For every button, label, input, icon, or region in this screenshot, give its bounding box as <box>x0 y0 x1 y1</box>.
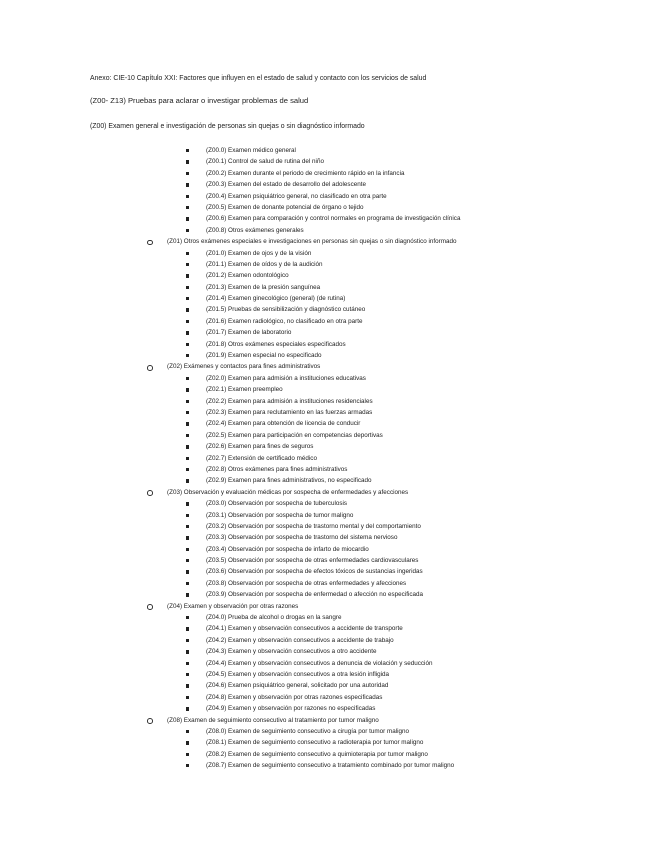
subcode-label: (Z01.2) Examen odontológico <box>206 272 289 280</box>
square-bullet-icon <box>186 764 189 767</box>
subcode-label: (Z01.7) Examen de laboratorio <box>206 329 292 337</box>
square-bullet-icon <box>186 696 189 699</box>
subcode-item <box>0 327 655 338</box>
subcode-item <box>0 350 655 361</box>
subcode-item <box>0 623 655 634</box>
subcode-item <box>0 430 655 441</box>
subcode-label: (Z00.2) Examen durante el periodo de crecimiento rápido en la infancia <box>206 169 405 177</box>
square-bullet-icon <box>186 331 189 334</box>
subcode-item <box>0 316 655 327</box>
subcode-item <box>0 703 655 714</box>
subcode-label: (Z04.1) Examen y observación consecutivos a accidente de transporte <box>206 625 403 633</box>
square-bullet-icon <box>186 297 189 300</box>
subcode-item <box>0 510 655 521</box>
square-bullet-icon <box>186 639 189 642</box>
square-bullet-icon <box>186 411 189 414</box>
subcode-label: (Z08.7) Examen de seguimiento consecutivo a tratamiento combinado por tumor maligno <box>206 762 455 770</box>
square-bullet-icon <box>186 229 189 232</box>
subcode-item <box>0 248 655 259</box>
subcode-item <box>0 339 655 350</box>
square-bullet-icon <box>186 206 189 209</box>
subcode-label: (Z04.8) Examen y observación por otras razones especificadas <box>206 693 383 701</box>
subcode-label: (Z03.3) Observación por sospecha de trastorno del sistema nervioso <box>206 534 398 542</box>
subcode-item <box>0 544 655 555</box>
category-label: (Z03) Observación y evaluación médicas por sospecha de enfermedades y afecciones <box>167 488 409 496</box>
category-item <box>0 601 655 612</box>
subcode-label: (Z02.8) Otros exámenes para fines administrativos <box>206 465 348 473</box>
square-bullet-icon <box>186 274 189 277</box>
category-label: (Z04) Examen y observación por otras razones <box>167 602 299 610</box>
subcode-item <box>0 464 655 475</box>
subcode-label: (Z01.0) Examen de ojos y de la visión <box>206 249 312 257</box>
square-bullet-icon <box>186 502 189 505</box>
subcode-item <box>0 658 655 669</box>
subcode-item <box>0 225 655 236</box>
square-bullet-icon <box>186 616 189 619</box>
subcode-item <box>0 726 655 737</box>
square-bullet-icon <box>186 172 189 175</box>
square-bullet-icon <box>186 741 189 744</box>
category-item <box>0 715 655 726</box>
subcode-label: (Z02.4) Examen para obtención de licencia de conducir <box>206 420 361 428</box>
circle-bullet-icon <box>147 365 153 371</box>
square-bullet-icon <box>186 559 189 562</box>
square-bullet-icon <box>186 536 189 539</box>
square-bullet-icon <box>186 570 189 573</box>
subcode-item <box>0 555 655 566</box>
subcode-label: (Z03.6) Observación por sospecha de efectos tóxicos de sustancias ingeridas <box>206 568 423 576</box>
category-item <box>0 236 655 247</box>
subcode-item <box>0 270 655 281</box>
subcode-item <box>0 566 655 577</box>
square-bullet-icon <box>186 308 189 311</box>
square-bullet-icon <box>186 434 189 437</box>
subcode-item <box>0 453 655 464</box>
square-bullet-icon <box>186 160 189 163</box>
subcode-label: (Z03.5) Observación por sospecha de otras enfermedades cardiovasculares <box>206 557 419 565</box>
subcode-label: (Z04.6) Examen psiquiátrico general, solicitado por una autoridad <box>206 682 389 690</box>
subcode-item <box>0 749 655 760</box>
square-bullet-icon <box>186 195 189 198</box>
subcode-label: (Z00.1) Control de salud de rutina del niño <box>206 158 324 166</box>
square-bullet-icon <box>186 627 189 630</box>
subcode-label: (Z04.2) Examen y observación consecutivos a accidente de trabajo <box>206 636 394 644</box>
subcode-item <box>0 646 655 657</box>
annex-title: Anexo: CIE-10 Capítulo XXI: Factores que influyen en el estado de salud y contacto con los servicios de salud <box>90 75 427 82</box>
subcode-item <box>0 418 655 429</box>
circle-bullet-icon <box>147 490 153 496</box>
subcode-label: (Z03.0) Observación por sospecha de tuberculosis <box>206 500 348 508</box>
subcode-label: (Z02.6) Examen para fines de seguros <box>206 443 314 451</box>
subcode-item <box>0 145 655 156</box>
subcode-label: (Z04.5) Examen y observación consecutivos a otra lesión infligida <box>206 670 390 678</box>
subcode-label: (Z00.4) Examen psiquiátrico general, no clasificado en otra parte <box>206 192 387 200</box>
subcode-item <box>0 179 655 190</box>
category-label: (Z08) Examen de seguimiento consecutivo al tratamiento por tumor maligno <box>167 716 379 724</box>
square-bullet-icon <box>186 343 189 346</box>
subcode-item <box>0 669 655 680</box>
square-bullet-icon <box>186 662 189 665</box>
square-bullet-icon <box>186 445 189 448</box>
subcode-item <box>0 396 655 407</box>
square-bullet-icon <box>186 263 189 266</box>
subcode-label: (Z03.8) Observación por sospecha de otras enfermedades y afecciones <box>206 579 407 587</box>
subcode-item <box>0 578 655 589</box>
subcode-label: (Z08.0) Examen de seguimiento consecutivo a cirugía por tumor maligno <box>206 727 410 735</box>
square-bullet-icon <box>186 514 189 517</box>
square-bullet-icon <box>186 217 189 220</box>
square-bullet-icon <box>186 753 189 756</box>
subcode-label: (Z00.6) Examen para comparación y control normales en programa de investigación clínica <box>206 215 461 223</box>
square-bullet-icon <box>186 730 189 733</box>
circle-bullet-icon <box>147 604 153 610</box>
subcode-item <box>0 498 655 509</box>
subcode-item <box>0 304 655 315</box>
subcode-label: (Z04.3) Examen y observación consecutivos a otro accidente <box>206 648 377 656</box>
square-bullet-icon <box>186 650 189 653</box>
square-bullet-icon <box>186 673 189 676</box>
subcode-label: (Z02.5) Examen para participación en competencias deportivas <box>206 431 383 439</box>
subcode-item <box>0 293 655 304</box>
subcode-label: (Z00.3) Examen del estado de desarrollo del adolescente <box>206 181 366 189</box>
square-bullet-icon <box>186 468 189 471</box>
subcode-label: (Z00.5) Examen de donante potencial de órgano o tejido <box>206 203 364 211</box>
subcode-label: (Z08.2) Examen de seguimiento consecutivo a quimioterapia por tumor maligno <box>206 750 428 758</box>
category-item <box>0 361 655 372</box>
subcode-label: (Z01.4) Examen ginecológico (general) (de rutina) <box>206 295 346 303</box>
square-bullet-icon <box>186 286 189 289</box>
subcode-item <box>0 156 655 167</box>
subcode-item <box>0 635 655 646</box>
subcode-label: (Z01.3) Examen de la presión sanguínea <box>206 283 321 291</box>
category-label: (Z01) Otros exámenes especiales e investigaciones en personas sin quejas o sin diagnóstico informado <box>167 238 457 246</box>
section-range-heading: (Z00- Z13) Pruebas para aclarar o investigar problemas de salud <box>90 96 309 105</box>
subcode-item <box>0 589 655 600</box>
square-bullet-icon <box>186 457 189 460</box>
subcode-label: (Z04.0) Prueba de alcohol o drogas en la sangre <box>206 614 342 622</box>
subcode-label: (Z02.7) Extensión de certificado médico <box>206 454 317 462</box>
subcode-label: (Z01.8) Otros exámenes especiales especificados <box>206 340 346 348</box>
subcode-item <box>0 532 655 543</box>
subcode-label: (Z00.8) Otros exámenes generales <box>206 226 304 234</box>
subcode-label: (Z02.9) Examen para fines administrativos, no especificado <box>206 477 372 485</box>
subcode-item <box>0 191 655 202</box>
circle-bullet-icon <box>147 718 153 724</box>
subcode-label: (Z01.9) Examen especial no especificado <box>206 352 322 360</box>
subcode-item <box>0 202 655 213</box>
subcode-item <box>0 384 655 395</box>
subcode-item <box>0 475 655 486</box>
subcode-item <box>0 213 655 224</box>
subcode-label: (Z08.1) Examen de seguimiento consecutivo a radioterapia por tumor maligno <box>206 739 424 747</box>
circle-bullet-icon <box>147 240 153 246</box>
subcode-item <box>0 282 655 293</box>
square-bullet-icon <box>186 388 189 391</box>
square-bullet-icon <box>186 525 189 528</box>
category-item <box>0 487 655 498</box>
square-bullet-icon <box>186 183 189 186</box>
subcode-item <box>0 168 655 179</box>
square-bullet-icon <box>186 320 189 323</box>
subcode-label: (Z02.3) Examen para reclutamiento en las fuerzas armadas <box>206 408 373 416</box>
subcode-item <box>0 612 655 623</box>
subcode-item <box>0 737 655 748</box>
category-heading: (Z00) Examen general e investigación de personas sin quejas o sin diagnóstico informado <box>90 123 365 130</box>
subcode-item <box>0 692 655 703</box>
category-label: (Z02) Exámenes y contactos para fines administrativos <box>167 363 321 371</box>
square-bullet-icon <box>186 593 189 596</box>
square-bullet-icon <box>186 548 189 551</box>
subcode-label: (Z03.1) Observación por sospecha de tumor maligno <box>206 511 354 519</box>
subcode-label: (Z01.1) Examen de oídos y de la audición <box>206 260 323 268</box>
subcode-label: (Z02.1) Examen preempleo <box>206 386 283 394</box>
subcode-item <box>0 680 655 691</box>
subcode-label: (Z03.4) Observación por sospecha de infarto de miocardio <box>206 545 369 553</box>
subcode-label: (Z02.2) Examen para admisión a instituciones residenciales <box>206 397 373 405</box>
square-bullet-icon <box>186 400 189 403</box>
subcode-item <box>0 521 655 532</box>
square-bullet-icon <box>186 252 189 255</box>
square-bullet-icon <box>186 354 189 357</box>
subcode-label: (Z01.6) Examen radiológico, no clasificado en otra parte <box>206 317 363 325</box>
subcode-label: (Z04.4) Examen y observación consecutivos a denuncia de violación y seducción <box>206 659 433 667</box>
square-bullet-icon <box>186 422 189 425</box>
subcode-item <box>0 407 655 418</box>
subcode-label: (Z04.9) Examen y observación por razones no especificadas <box>206 705 376 713</box>
code-list <box>0 145 655 771</box>
square-bullet-icon <box>186 479 189 482</box>
square-bullet-icon <box>186 684 189 687</box>
subcode-label: (Z03.2) Observación por sospecha de trastorno mental y del comportamiento <box>206 522 421 530</box>
subcode-label: (Z02.0) Examen para admisión a instituciones educativas <box>206 374 366 382</box>
subcode-item <box>0 760 655 771</box>
subcode-label: (Z00.0) Examen médico general <box>206 147 296 154</box>
subcode-item <box>0 441 655 452</box>
subcode-label: (Z03.9) Observación por sospecha de enfermedad o afección no especificada <box>206 591 424 599</box>
square-bullet-icon <box>186 582 189 585</box>
subcode-label: (Z01.5) Pruebas de sensibilización y diagnóstico cutáneo <box>206 306 366 314</box>
square-bullet-icon <box>186 377 189 380</box>
square-bullet-icon <box>186 149 189 152</box>
square-bullet-icon <box>186 707 189 710</box>
subcode-item <box>0 259 655 270</box>
subcode-item <box>0 373 655 384</box>
